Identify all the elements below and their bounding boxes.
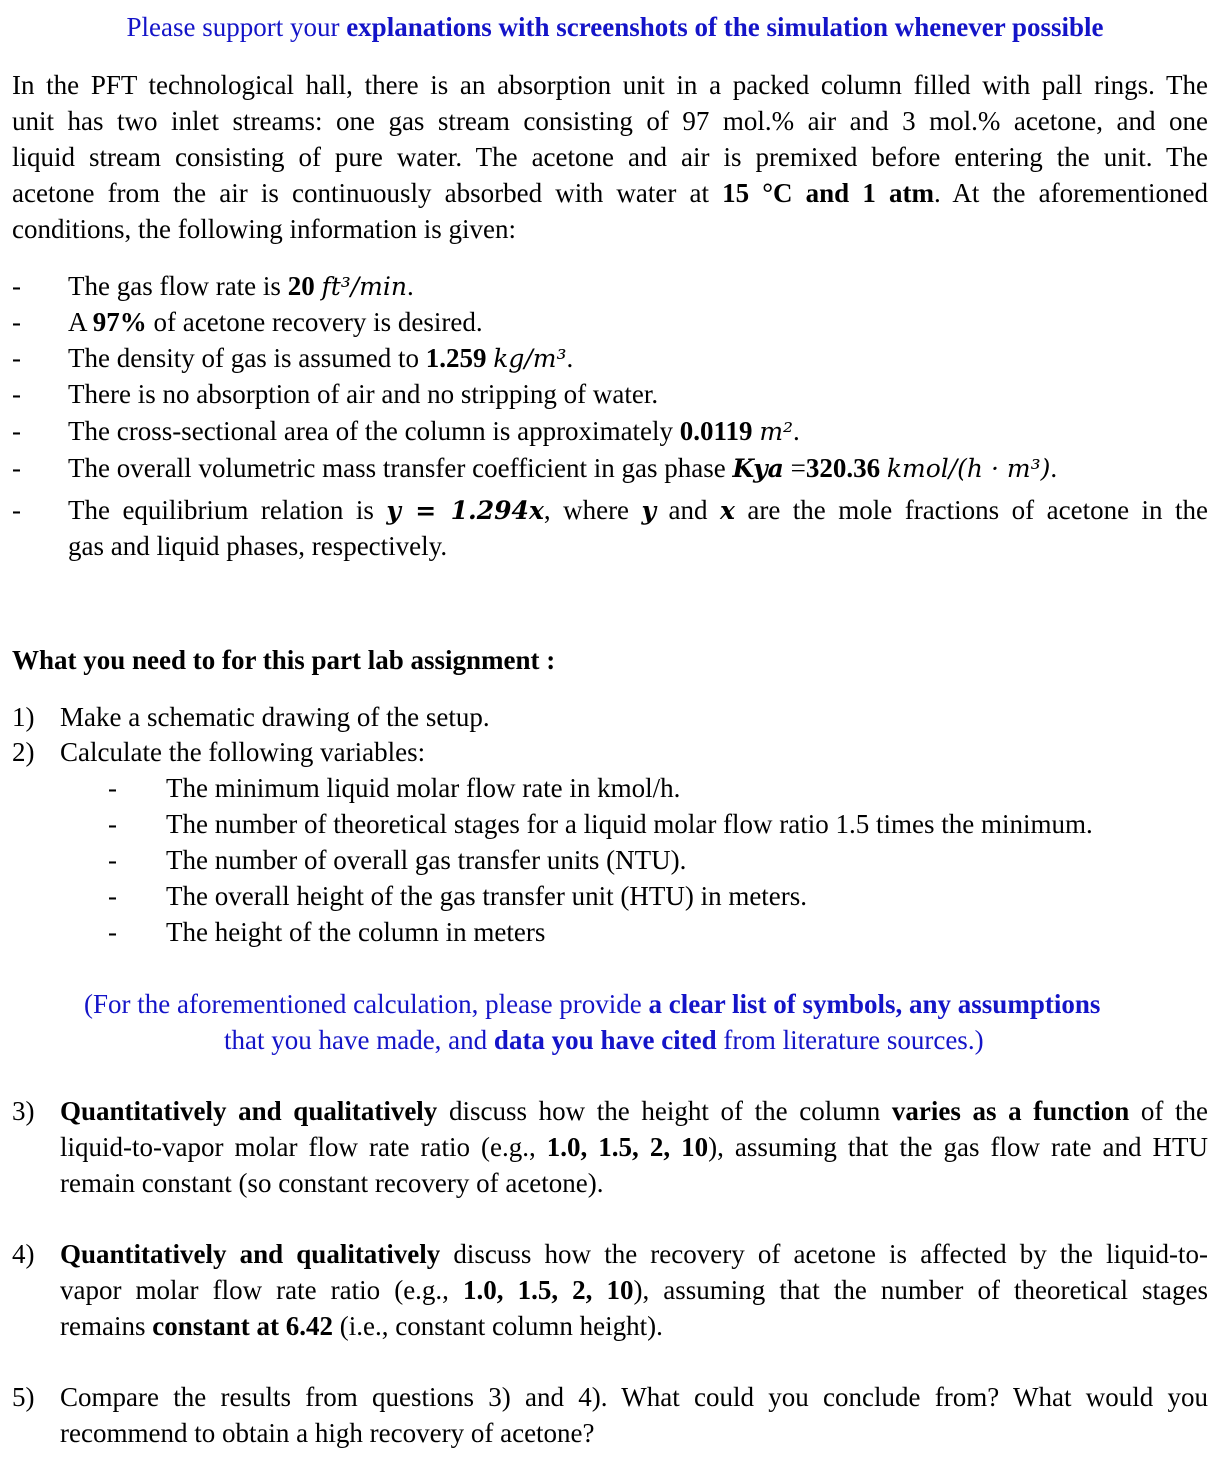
calc-item: - <box>108 773 117 803</box>
calc-item: - <box>108 845 117 875</box>
calc-item: - <box>108 917 117 947</box>
page-header: Please support your explanations with screenshots of the simulation whenever possible <box>126 12 1104 42</box>
calc-item: - <box>108 809 117 839</box>
calc-item: - <box>108 881 117 911</box>
assignment-heading: What you need to for this part lab assignment : <box>12 645 556 675</box>
